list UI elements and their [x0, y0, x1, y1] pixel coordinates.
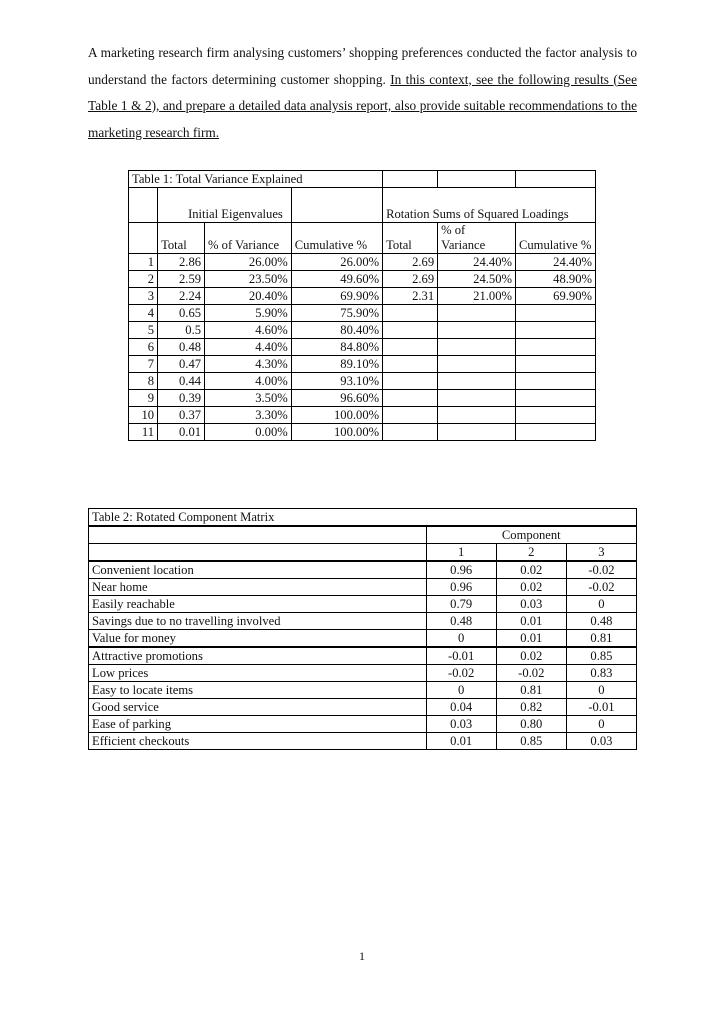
eigen-pct: 26.00% — [205, 254, 292, 271]
rot-cum — [515, 305, 595, 322]
matrix-row — [89, 716, 637, 733]
rot-cum — [515, 339, 595, 356]
variance-row — [129, 322, 596, 339]
rot-total — [383, 373, 438, 390]
matrix-row — [89, 579, 637, 596]
loading-value-c3: -0.01 — [566, 699, 636, 716]
eigen-total: 2.59 — [158, 271, 205, 288]
rot-pct — [438, 339, 516, 356]
table1-body — [129, 254, 596, 441]
eigen-total: 2.86 — [158, 254, 205, 271]
variable-label: Easily reachable — [89, 596, 427, 613]
loading-value-c1: 0.04 — [426, 699, 496, 716]
col-total: Total — [158, 223, 205, 254]
row-number: 10 — [129, 407, 158, 424]
col-rot-total: Total — [383, 223, 438, 254]
eigen-cum: 69.90% — [291, 288, 382, 305]
eigen-cum: 89.10% — [291, 356, 382, 373]
eigen-cum: 84.80% — [291, 339, 382, 356]
rot-total: 2.69 — [383, 271, 438, 288]
component-2-header: 2 — [496, 544, 566, 562]
loading-value-c1: -0.01 — [426, 647, 496, 665]
matrix-row — [89, 665, 637, 682]
rot-pct — [438, 390, 516, 407]
rot-pct: 24.40% — [438, 254, 516, 271]
rot-cum: 69.90% — [515, 288, 595, 305]
eigen-cum: 49.60% — [291, 271, 382, 288]
rot-total — [383, 339, 438, 356]
row-number: 7 — [129, 356, 158, 373]
loading-value-c3: 0.83 — [566, 665, 636, 682]
loading-value-c2: 0.85 — [496, 733, 566, 750]
rot-total — [383, 424, 438, 441]
variable-label: Efficient checkouts — [89, 733, 427, 750]
rot-pct — [438, 322, 516, 339]
loading-value-c3: -0.02 — [566, 561, 636, 579]
rot-cum — [515, 424, 595, 441]
row-number: 6 — [129, 339, 158, 356]
eigen-total: 2.24 — [158, 288, 205, 305]
loading-value-c1: 0.96 — [426, 561, 496, 579]
matrix-row — [89, 699, 637, 716]
matrix-row — [89, 630, 637, 648]
eigen-cum: 75.90% — [291, 305, 382, 322]
row-number: 1 — [129, 254, 158, 271]
rot-total — [383, 356, 438, 373]
matrix-row — [89, 647, 637, 665]
eigen-total: 0.65 — [158, 305, 205, 322]
variable-label: Attractive promotions — [89, 647, 427, 665]
loading-value-c2: 0.80 — [496, 716, 566, 733]
table2-title: Table 2: Rotated Component Matrix — [89, 509, 637, 527]
rot-cum: 48.90% — [515, 271, 595, 288]
eigen-pct: 4.60% — [205, 322, 292, 339]
matrix-row — [89, 596, 637, 613]
eigen-pct: 3.50% — [205, 390, 292, 407]
loading-value-c3: 0 — [566, 596, 636, 613]
variance-row — [129, 424, 596, 441]
variance-row — [129, 271, 596, 288]
variable-label: Convenient location — [89, 561, 427, 579]
rot-cum — [515, 373, 595, 390]
rot-cum — [515, 322, 595, 339]
intro-instruction: In this context, see the following results (See Table 1 & 2), and prepare a detailed data analysis report, also provide suitable recommendations to the marketing research firm. — [88, 71, 637, 140]
eigen-pct: 4.00% — [205, 373, 292, 390]
col-pct-variance: % of Variance — [205, 223, 292, 254]
matrix-row — [89, 561, 637, 579]
loading-value-c1: 0.79 — [426, 596, 496, 613]
loading-value-c1: -0.02 — [426, 665, 496, 682]
loading-value-c1: 0.03 — [426, 716, 496, 733]
loading-value-c1: 0 — [426, 682, 496, 699]
loading-value-c3: 0 — [566, 682, 636, 699]
variance-row — [129, 305, 596, 322]
variance-row — [129, 288, 596, 305]
row-number: 11 — [129, 424, 158, 441]
rot-cum — [515, 390, 595, 407]
eigen-cum: 26.00% — [291, 254, 382, 271]
table1-title: Table 1: Total Variance Explained — [129, 171, 383, 188]
eigen-total: 0.48 — [158, 339, 205, 356]
loading-value-c2: 0.01 — [496, 613, 566, 630]
eigen-pct: 0.00% — [205, 424, 292, 441]
variance-row — [129, 254, 596, 271]
row-number: 4 — [129, 305, 158, 322]
variance-row — [129, 373, 596, 390]
variable-label: Ease of parking — [89, 716, 427, 733]
loading-value-c2: 0.82 — [496, 699, 566, 716]
row-number: 9 — [129, 390, 158, 407]
eigen-cum: 100.00% — [291, 424, 382, 441]
rot-pct — [438, 407, 516, 424]
loading-value-c3: 0.85 — [566, 647, 636, 665]
variance-row — [129, 390, 596, 407]
eigen-pct: 23.50% — [205, 271, 292, 288]
row-number: 8 — [129, 373, 158, 390]
variable-label: Savings due to no travelling involved — [89, 613, 427, 630]
loading-value-c2: 0.81 — [496, 682, 566, 699]
initial-eigenvalues-header: Initial Eigenvalues — [158, 188, 292, 223]
matrix-row — [89, 682, 637, 699]
variable-label: Low prices — [89, 665, 427, 682]
eigen-pct: 5.90% — [205, 305, 292, 322]
table2-body — [89, 561, 637, 750]
rot-cum — [515, 356, 595, 373]
col-cumulative: Cumulative % — [291, 223, 382, 254]
variance-row — [129, 356, 596, 373]
rot-total — [383, 390, 438, 407]
loading-value-c3: 0 — [566, 716, 636, 733]
eigen-pct: 4.40% — [205, 339, 292, 356]
eigen-cum: 96.60% — [291, 390, 382, 407]
variable-label: Good service — [89, 699, 427, 716]
rot-cum — [515, 407, 595, 424]
variable-label: Easy to locate items — [89, 682, 427, 699]
eigen-pct: 20.40% — [205, 288, 292, 305]
eigen-total: 0.5 — [158, 322, 205, 339]
loading-value-c3: 0.48 — [566, 613, 636, 630]
rot-pct — [438, 305, 516, 322]
rot-pct: 21.00% — [438, 288, 516, 305]
loading-value-c1: 0.48 — [426, 613, 496, 630]
intro-paragraph — [88, 40, 637, 146]
row-number: 2 — [129, 271, 158, 288]
rotation-loadings-header: Rotation Sums of Squared Loadings — [383, 188, 596, 223]
row-number: 5 — [129, 322, 158, 339]
variance-row — [129, 407, 596, 424]
loading-value-c2: 0.03 — [496, 596, 566, 613]
eigen-total: 0.44 — [158, 373, 205, 390]
eigen-pct: 3.30% — [205, 407, 292, 424]
rot-pct — [438, 356, 516, 373]
page-number: 1 — [359, 949, 365, 963]
rot-cum: 24.40% — [515, 254, 595, 271]
eigen-total: 0.37 — [158, 407, 205, 424]
col-rot-cumulative: Cumulative % — [515, 223, 595, 254]
row-number: 3 — [129, 288, 158, 305]
rotated-component-matrix — [88, 508, 637, 750]
loading-value-c1: 0.01 — [426, 733, 496, 750]
rot-total — [383, 407, 438, 424]
component-3-header: 3 — [566, 544, 636, 562]
eigen-total: 0.01 — [158, 424, 205, 441]
rot-pct — [438, 373, 516, 390]
intro-text: A marketing research firm analysing customers’ shopping preferences conducted the factor analysis to understand the factors determining customer shopping. — [88, 45, 637, 87]
rot-total: 2.31 — [383, 288, 438, 305]
loading-value-c2: 0.02 — [496, 579, 566, 596]
loading-value-c1: 0.96 — [426, 579, 496, 596]
total-variance-table — [128, 170, 596, 441]
loading-value-c3: 0.03 — [566, 733, 636, 750]
eigen-cum: 80.40% — [291, 322, 382, 339]
loading-value-c2: 0.01 — [496, 630, 566, 648]
rot-pct: 24.50% — [438, 271, 516, 288]
rot-total — [383, 322, 438, 339]
eigen-total: 0.39 — [158, 390, 205, 407]
rot-total: 2.69 — [383, 254, 438, 271]
loading-value-c2: 0.02 — [496, 647, 566, 665]
variance-row — [129, 339, 596, 356]
loading-value-c3: 0.81 — [566, 630, 636, 648]
rot-total — [383, 305, 438, 322]
eigen-pct: 4.30% — [205, 356, 292, 373]
matrix-row — [89, 613, 637, 630]
component-header: Component — [426, 526, 636, 544]
loading-value-c2: -0.02 — [496, 665, 566, 682]
eigen-cum: 93.10% — [291, 373, 382, 390]
loading-value-c3: -0.02 — [566, 579, 636, 596]
loading-value-c2: 0.02 — [496, 561, 566, 579]
variable-label: Value for money — [89, 630, 427, 648]
component-1-header: 1 — [426, 544, 496, 562]
eigen-cum: 100.00% — [291, 407, 382, 424]
rot-pct — [438, 424, 516, 441]
loading-value-c1: 0 — [426, 630, 496, 648]
matrix-row — [89, 733, 637, 750]
col-rot-pct-variance: % of Variance — [438, 223, 516, 254]
eigen-total: 0.47 — [158, 356, 205, 373]
variable-label: Near home — [89, 579, 427, 596]
